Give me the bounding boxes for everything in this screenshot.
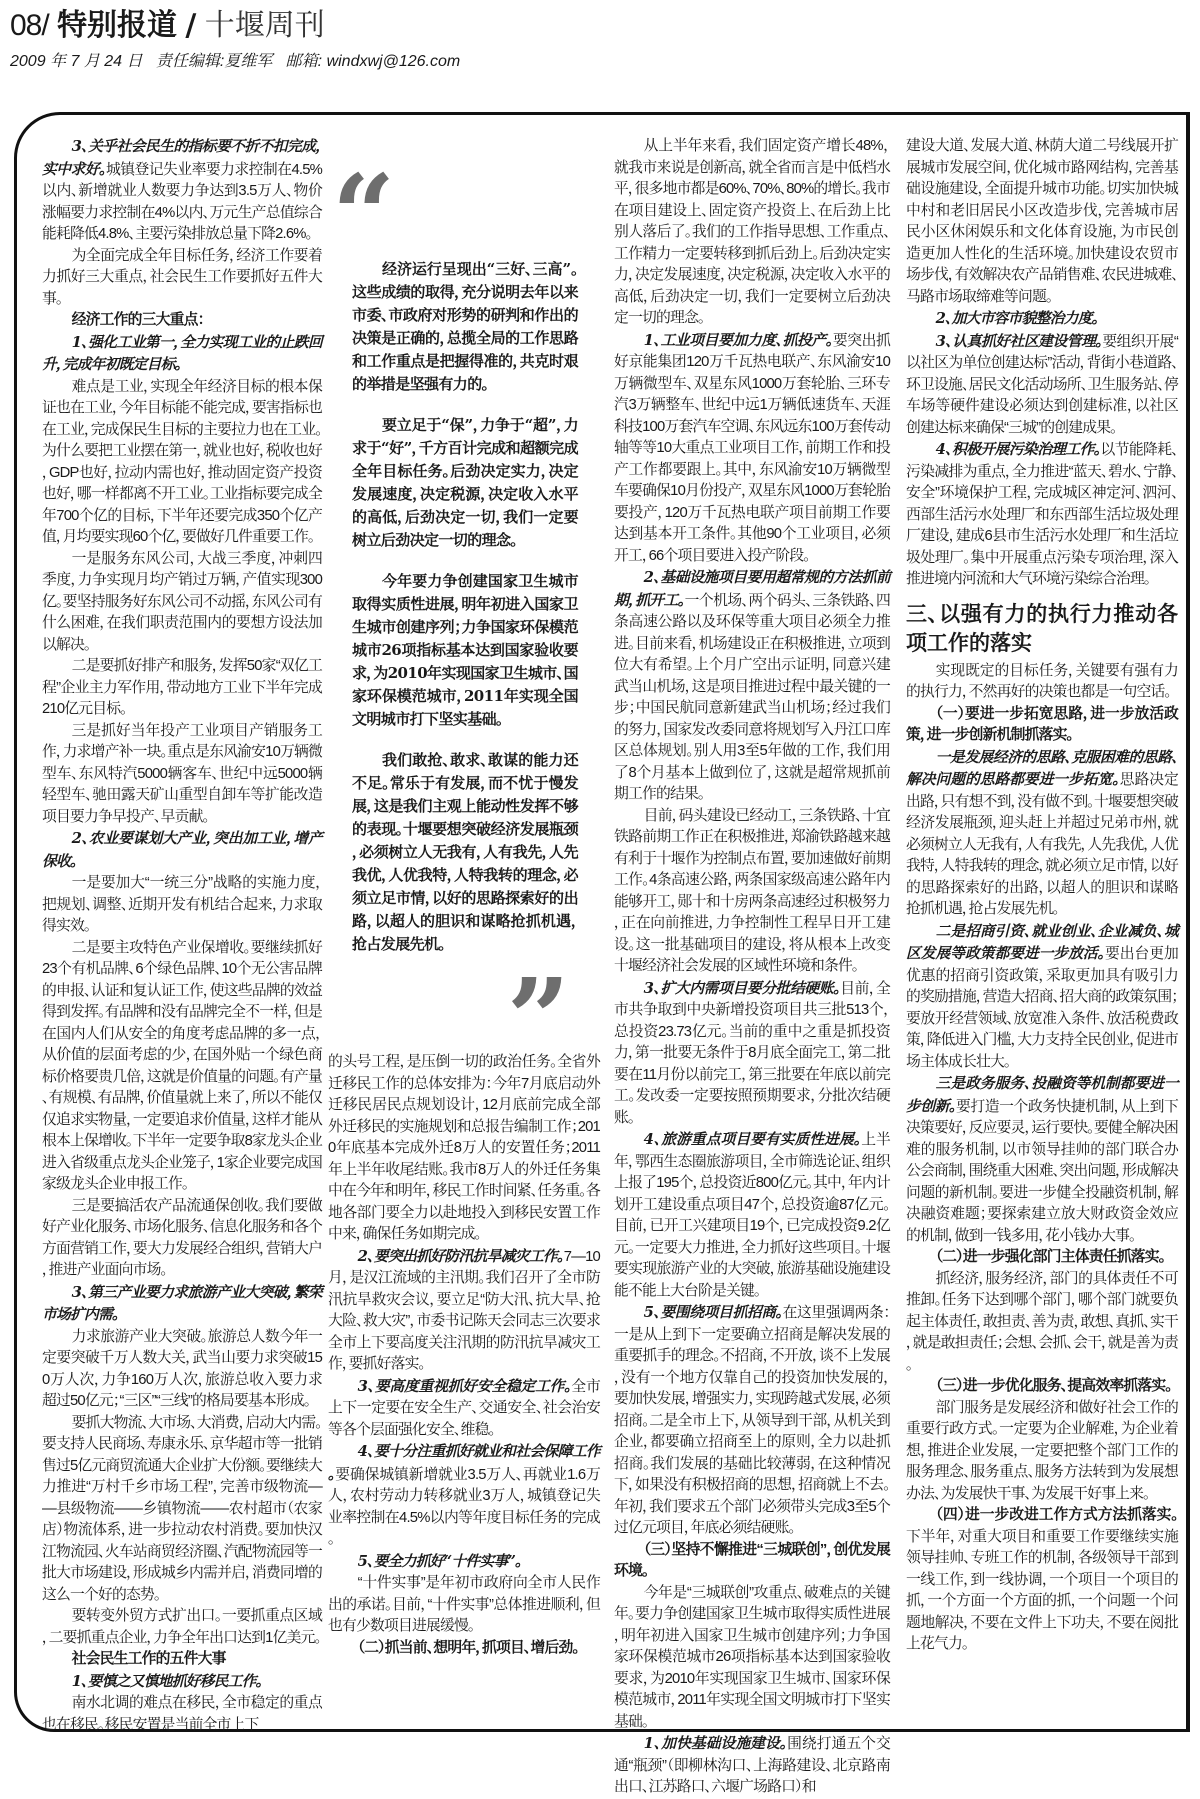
- paper-name: 十堰周刊: [204, 9, 325, 42]
- paragraph: [614, 978, 890, 1130]
- paragraph-continued: [906, 136, 1178, 308]
- editor-email: 邮箱: windxwj@126.com: [285, 53, 461, 70]
- issue-info: [10, 48, 460, 71]
- pull-quote-paragraph: 今年要力争创建国家卫生城市取得实质性进展，明年初进入国家卫生城市创建序列；力争国家环保模范城市26项指标基本达到国家验收要求，为2010年实现国家卫生城市、国家环保模范城市，2011年实现全国文明城市打下坚实基础。: [352, 572, 578, 728]
- paragraph: [614, 1302, 890, 1540]
- pull-quote-text: [352, 258, 578, 956]
- article-column-1: [42, 136, 322, 1736]
- subhead-lead: 4、旅游重点项目要有实质性进展。: [643, 1131, 862, 1148]
- paragraph: [42, 332, 322, 377]
- page-number: 08/: [10, 9, 49, 42]
- article-column-2-body: [328, 1052, 600, 1659]
- paragraph: [906, 1398, 1178, 1506]
- section-title: 特别报道: [57, 8, 178, 43]
- paragraph-text: 为全面完成全年目标任务，经济工作要着力抓好三大重点，社会民生工作要抓好五件大事。: [42, 247, 322, 307]
- paragraph: [42, 1671, 322, 1694]
- pull-quote: [328, 150, 600, 1083]
- header-separator: /: [185, 8, 197, 43]
- paragraph: [614, 1129, 890, 1302]
- subhead-lead: 2、基础设施项目要用超常规的方法抓前期，抓开工。: [614, 569, 890, 609]
- paragraph-text: 一个机场、两个码头、三条铁路、四条高速公路以及环保等重大项目必须全力推进。目前来看，机场建设正在积极推进，立项到位大有希望。上个月广空出示证明，同意兴建武当山机场，这是项目推进过程中最关键的一步；中国民航同意新建武当山机场；经过我们的努力，国家发改委同意将规划写入丹江口库区总体规划。别人用3至5年做的工作，我们用了8个月基本上做到位了，这就是超常规抓前期工作的结果。: [614, 592, 890, 802]
- paragraph-text: 的头号工程，是压倒一切的政治任务。全省外迁移民工作的总体安排为：今年7月底启动外迁移民居民点规划设计，12月底前完成全部外迁移民的实施规划和总报告编制工作；2010年底基本完成外迁8万人的安置任务；2011年上半年收尾结账。我市8万人的外迁任务集中在今年和明年，移民工作时间紧、任务重。各地各部门要全力以赴地投入到移民安置工作中来，确保任务如期完成。: [328, 1054, 600, 1242]
- subhead-lead: 3、第三产业要力求旅游产业大突破，繁荣市场扩内需。: [42, 1283, 322, 1323]
- chapter-heading: 三、以强有力的执行力推动各项工作的落实: [906, 600, 1178, 655]
- paragraph-text: 要抓大物流、大市场、大消费，启动大内需。要支持人民商场、寿康永乐、京华超市等一批销售过5亿元商贸流通大企业扩大份额。要继续大力推进“万村千乡市场工程”，完善市级物流——县级物流——乡镇物流——农村超市（农家店）物流体系，进一步拉动农村消费。要加快汉江物流园、火车站商贸经济圈、汽配物流园等一批大市场建设，形成城乡内需并启，消费同增的这么一个好的态势。: [42, 1414, 322, 1603]
- paragraph: [906, 921, 1178, 1074]
- paragraph: [906, 439, 1178, 591]
- paragraph-text: 实现既定的目标任务，关键要有强有力的执行力，不然再好的决策也都是一句空话。: [906, 662, 1178, 700]
- paragraph: [42, 1327, 322, 1413]
- issue-date: 2009 年 7 月 24 日: [10, 53, 143, 70]
- subhead-lead: 一是发展经济的思路、克服困难的思路、解决问题的思路都要进一步拓宽。: [906, 748, 1178, 788]
- section-heading: 社会民生工作的五件大事: [71, 1651, 226, 1667]
- paragraph: [906, 1505, 1178, 1656]
- paragraph: [614, 1583, 890, 1734]
- paragraph-text: 下半年，对重大项目和重要工作要继续实施领导挂帅、专班工作的机制，各级领导干部到一线工作，到一线协调，一个项目一个项目的抓，一个方面一个方面的抓，一个问题一个问题地解决，不要在文件上下功夫，不要在阅批上花气力。: [906, 1528, 1178, 1652]
- paragraph: [328, 1551, 600, 1574]
- paragraph: [906, 1269, 1178, 1377]
- article-column-2: [328, 150, 600, 1659]
- paragraph-text: 南水北调的难点在移民，全市稳定的重点也在移民。移民安置是当前全市上下: [42, 1695, 322, 1733]
- open-quote-icon: “: [332, 150, 396, 279]
- paragraph-text: 要组织开展“以社区为单位创建达标”活动，背街小巷道路、环卫设施、居民文化活动场所、卫生服务站、停车场等硬件建设必须达到创建标准，以社区创建达标来确保“三城”的创建成果。: [906, 333, 1178, 436]
- section-heading: （一）要进一步拓宽思路，进一步放活政策，进一步创新机制抓落实。: [906, 705, 1178, 743]
- article-column-4: [906, 136, 1178, 1656]
- paragraph-text: 要确保城镇新增就业3.5万人、再就业1.6万人，农村劳动力转移就业3万人，城镇登记失业率控制在4.5%以内等年度目标任务的完成。: [328, 1466, 600, 1547]
- section-heading: 经济工作的三大重点：: [71, 312, 205, 328]
- subhead-lead: 3、扩大内需项目要分批结硬账。: [643, 979, 841, 997]
- paragraph-text: 建设大道、发展大道、林荫大道二号线展开扩展城市发展空间，优化城市路网结构，完善基础设施建设，全面提升城市功能。切实加快城中村和老旧居民小区改造步伐，完善城市居民小区休闲娱乐和文化体育设施，为市民创造更加人性化的生活环境。加快建设农贸市场步伐，有效解决农产品销售难、农民进城难、马路市场取缔难等问题。: [906, 138, 1178, 305]
- paragraph: [906, 661, 1178, 704]
- paragraph: [42, 656, 322, 721]
- page-header: [10, 8, 460, 44]
- paragraph: [614, 567, 890, 806]
- pull-quote-paragraph: 我们敢抢、敢求、敢谋的能力还不足。常乐于有发展，而不忧于慢发展，这是我们主观上能动性发挥不够的表现。十堰要想突破经济发展瓶颈，必须树立人无我有，人有我先，人先我优，人优我特，人特我转的理念，必须立足市情，以好的思路探索好的出路，以超人的胆识和谋略抢抓机遇，抢占发展先机。: [352, 751, 578, 953]
- paragraph-text: 在这里强调两条：一是从上到下一定要确立招商是解决发展的重要抓手的理念。不招商，不开放，谈不上发展，没有一个地方仅靠自己的投资加快发展的，要加快发展，增强实力，实现跨越式发展，必须招商。二是全市上下，从领导到干部，从机关到企业，都要确立招商至上的原则，全力以赴抓招商。我们发展的基础比较薄弱，在这种情况下，如果没有积极招商的思想，招商就上不去。年初，我们要求五个部门必须带头完成3至5个过亿元项目，年底必须结硬账。: [614, 1305, 890, 1536]
- paragraph-text: 一是要加大“一统三分”战略的实施力度，把规划、调整、近期开发有机结合起来，力求取得实效。: [42, 875, 322, 934]
- paragraph-text: 二是要主攻特色产业保增收。要继续抓好23个有机品牌、6个绿色品牌、10个无公害品牌的申报、认证和复认证工作，使这些品牌的效益得到发挥。有品牌和没有品牌完全不一样，但是在国内人们从安全的角度考虑品牌的多一点，从价值的层面考虑的少，在国外贴一个绿色商标价格要贵几倍，这就是价值量的问题。有产量、有规模、有品牌，价值量就上来了，所以不能仅仅追求实物量，一定要追求价值量，这样才能从根本上保增收。下半年一定要争取8家龙头企业进入省级重点龙头企业笼子，1家企业要完成国家级龙头企业申报工作。: [42, 939, 322, 1192]
- paragraph: [614, 330, 890, 568]
- subhead-lead: 3、认真抓好社区建设管理。: [935, 332, 1103, 350]
- subhead-lead: 4、积极开展污染治理工作。: [935, 441, 1101, 458]
- paragraph-text: 上半年，鄂西生态圈旅游项目，全市筛选论证、组织上报了195个，总投资近800亿元。其中，年内计划开工建设重点项目47个，总投资逾87亿元。目前，已开工兴建项目19个，已完成投资9.2亿元。一定要大力推进，全力抓好这些项目。十堰要实现旅游产业的大突破，旅游基础设施建设能不能上大台阶是关键。: [614, 1132, 890, 1299]
- paragraph-text: 全市上下一定要在安全生产、交通安全、社会治安等各个层面强化安全、维稳。: [328, 1378, 600, 1438]
- paragraph: [328, 1441, 600, 1551]
- paragraph-text: 要打造一个政务快捷机制，从上到下决策要好，反应要灵，运行要快。要健全解决困难的服务机制，以市领导挂帅的部门联合办公会商制，围绕重大困难、突出问题，形成解决问题的新机制。要进一步健全投融资机制，解决融资难题；要探索建立放大财政资金效应的机制，做到一钱多用，花小钱办大事。: [906, 1098, 1178, 1244]
- subhead-lead: （四）进一步改进工作方式方法抓落实。: [935, 1507, 1178, 1523]
- editor: 责任编辑:夏维军: [155, 53, 273, 70]
- paragraph-text: 三是要搞活农产品流通保创收。我们要做好产业化服务、市场化服务、信息化服务和各个方面营销工作，要大力发展经合组织，营销大户，推进产业面向市场。: [42, 1197, 322, 1278]
- paragraph: [42, 721, 322, 829]
- section-heading: （二）进一步强化部门主体责任抓落实。: [935, 1249, 1166, 1265]
- subhead-lead: 1、要慎之又慎地抓好移民工作。: [71, 1672, 263, 1690]
- paragraph: [42, 1282, 322, 1327]
- subhead-lead: 5、要全力抓好“十件实事”。: [357, 1552, 522, 1570]
- masthead: [10, 8, 460, 71]
- paragraph: [42, 1196, 322, 1282]
- paragraph: [42, 938, 322, 1196]
- paragraph: [42, 873, 322, 938]
- paragraph: [42, 1606, 322, 1649]
- paragraph-text: 以节能降耗、污染减排为重点，全力推进“蓝天、碧水、宁静、安全”环境保护工程，完成城区神定河、泗河、西部生活污水处理厂和东西部生活垃圾处理厂建设，建成6县市生活污水处理厂和生活垃圾处理厂。集中开展重点污染专项治理，深入推进境内河流和大气环境污染综合治理。: [906, 442, 1178, 587]
- close-quote-icon: ”: [506, 954, 570, 1083]
- subhead-lead: 2、要突出抓好防汛抗旱减灾工作。: [357, 1247, 564, 1265]
- paragraph-text: 围绕打通五个交通“瓶颈”（即柳林沟口、上海路建设、北京路南出口、江苏路口、六堰广场路口）和: [614, 1736, 890, 1795]
- paragraph: [614, 1733, 890, 1799]
- paragraph: [614, 136, 890, 330]
- paragraph-text: 要突出抓好京能集团120万千瓦热电联产、东风渝安10万辆微型车、双星东风1000万套轮胎、三环专汽3万辆整车、世纪中远1万辆低速货车、天涯科技100万套汽车空调、东风远东100万套传动轴等等10大重点工业项目工作，前期工作和投产工作都要跟上。其中，东风渝安10万辆微型车要确保10月份投产，双星东风1000万套轮胎要投产，120万千瓦热电联产项目前期工作要达到基本开工条件。其他90个工业项目，必须开工，66个项目要进入投产阶段。: [614, 332, 890, 564]
- subhead-lead: 4、要十分注重抓好就业和社会保障工作。: [328, 1443, 600, 1483]
- paragraph: [42, 377, 322, 549]
- subhead-lead: 二是招商引资、就业创业、企业减负、城区发展等政策都要进一步放活。: [906, 922, 1178, 962]
- subhead-lead: 3、关乎社会民生的指标要不折不扣完成，实中求好。: [42, 138, 322, 178]
- subhead-lead: 1、强化工业第一，全力实现工业的止跌回升，完成年初既定目标。: [42, 333, 322, 373]
- article-column-3: [614, 136, 890, 1799]
- subhead-lead: 三是政务服务、投融资等机制都要进一步创新。: [906, 1075, 1178, 1115]
- subhead-lead: 1、工业项目要加力度、抓投产。: [643, 331, 833, 349]
- paragraph: [906, 308, 1178, 331]
- paragraph-text: 要出台更加优惠的招商引资政策，采取更加具有吸引力的奖励措施，营造大招商、招大商的政策氛围；要放开经营领域、放宽准入条件、放活税费政策，降低进入门槛，大力支持全民创业，促进市场主体成长壮大。: [906, 946, 1178, 1070]
- paragraph-text: 今年是“三城联创”攻重点、破难点的关键年。要力争创建国家卫生城市取得实质性进展，明年初进入国家卫生城市创建序列；力争国家环保模范城市26项指标基本达到国家验收要求，为2010年实现国家卫生城市、国家环保模范城市，2011年实现全国文明城市打下坚实基础。: [614, 1584, 890, 1730]
- paragraph-text: 三是抓好当年投产工业项目产销服务工作，力求增产补一块。重点是东风渝安10万辆微型车、东风特汽5000辆客车、世纪中远5000辆轻型车、驰田露天矿山重型自卸车等扩能改造项目要力争早投产、早贡献。: [42, 722, 322, 825]
- paragraph: [42, 828, 322, 873]
- paragraph: [42, 1413, 322, 1607]
- paragraph: [906, 331, 1178, 440]
- paragraph-text: “十件实事”是年初市政府向全市人民作出的承诺。目前，“十件实事”总体推进顺利，但也有少数项目进展缓慢。: [328, 1575, 600, 1634]
- paragraph-text: 力求旅游产业大突破。旅游总人数今年一定要突破千万人数大关，武当山要力求突破150万人次，力争160万人次，旅游总收入要力求超过50亿元；“三区”“三线”的格局要基本形成。: [42, 1328, 322, 1409]
- paragraph-text: 抓经济，服务经济，部门的具体责任不可推卸。任务下达到哪个部门，哪个部门就要负起主体责任，敢担责、善为责，敢想、真抓、实干，就是敢担责任；会想、会抓、会干，就是善为责。: [906, 1270, 1178, 1373]
- paragraph-text: 从上半年来看，我们固定资产增长48%，就我市来说是创新高，就全省而言是中低档水平，很多地市都是60%、70%、80%的增长。我市在项目建设上、固定资产投资上、在后劲上比别人落后了。我们的工作指导思想、工作重点、工作精力一定要转移到抓后劲上。后劲决定实力，决定发展速度，决定税源，决定收入水平的高低，后劲决定一切，我们一定要树立后劲决定一切的理念。: [614, 138, 890, 326]
- paragraph: [328, 1573, 600, 1638]
- subhead-lead: 1、加快基础设施建设。: [643, 1735, 788, 1752]
- pull-quote-paragraph: 要立足于“保”，力争于“超”，力求于“好”，千方百计完成和超额完成全年目标任务。后劲决定实力，决定发展速度，决定税源，决定收入水平的高低，后劲决定一切，我们一定要树立后劲决定一切的理念。: [352, 416, 578, 549]
- paragraph: [328, 1246, 600, 1376]
- paragraph: [42, 136, 322, 246]
- paragraph-text: 二是要抓好排产和服务，发挥50家“双亿工程”企业主力军作用，带动地方工业下半年完成210亿元目标。: [42, 658, 322, 717]
- paragraph-text: 目前，码头建设已经动工，三条铁路、十宜铁路前期工作正在积极推进，郑渝铁路越来越有利于十堰作为控制点布置，要加速做好前期工作。4条高速公路，两条国家级高速公路年内能够开工，郧十和十房两条高速经过积极努力，正在向前推进，力争控制性工程早日开工建设。这一批基础项目的建设，将从根本上改变十堰经济社会发展的区域性环境和条件。: [614, 807, 890, 974]
- paragraph-text: 一是服务东风公司，大战三季度，冲刺四季度，力争实现月均产销过万辆，产值实现300亿。要坚持服务好东风公司不动摇，东风公司有什么困难，在我们职责范围内的要想方设法加以解决。: [42, 550, 322, 653]
- paragraph: [614, 806, 890, 978]
- paragraph: [42, 1693, 322, 1736]
- pull-quote-paragraph: 经济运行呈现出“三好、三高”。这些成绩的取得，充分说明去年以来市委、市政府对形势的研判和作出的决策是正确的，总揽全局的工作思路和工作重点是把握得准的，共克时艰的举措是坚强有力的。: [352, 260, 578, 393]
- subhead-lead: 2、加大市容市貌整治力度。: [935, 310, 1099, 327]
- paragraph: [42, 549, 322, 657]
- paragraph: [42, 246, 322, 311]
- section-heading: （二）抓当前、想明年，抓项目、增后劲。: [357, 1639, 580, 1656]
- section-heading: （三）进一步优化服务、提高效率抓落实。: [935, 1378, 1172, 1394]
- paragraph-text: 思路决定出路，只有想不到，没有做不到。十堰要想突破经济发展瓶颈，迎头赶上并超过兄弟市州，就必须树立人无我有，人有我先，人先我优，人优我特，人特我转的理念，就必须立足市情，以好的思路探索好的出路，以超人的胆识和谋略抢抓机遇，抢占发展先机。: [906, 772, 1178, 917]
- paragraph: [906, 747, 1178, 921]
- section-heading: （三）坚持不懈推进“三城联创”，创优发展环境。: [614, 1541, 890, 1579]
- subhead-lead: 5、要围绕项目抓招商。: [643, 1304, 783, 1321]
- subhead-lead: 3、要高度重视抓好安全稳定工作。: [357, 1377, 572, 1395]
- paragraph: [906, 1073, 1178, 1247]
- paragraph-text: 7—10月，是汉江流域的主汛期。我们召开了全市防汛抗旱救灾会议，要立足“防大汛、抗大旱、抢大险、救大灾”，市委书记陈天会同志三次要求全市上下要高度关注汛期的防汛抗旱减灾工作，要抓好落实。: [328, 1248, 600, 1372]
- paragraph-text: 城镇登记失业率要力求控制在4.5%以内、新增就业人数要力争达到3.5万人、物价涨幅要力求控制在4%以内、万元生产总值综合能耗降低4.8%、主要污染排放总量下降2.6%。: [42, 161, 322, 242]
- paragraph-text: 难点是工业，实现全年经济目标的根本保证也在工业，今年目标能不能完成，要害指标也在工业，完成保民生目标的主要拉力也在工业。为什么要把工业摆在第一，就业也好，税收也好，GDP也好，拉动内需也好，推动固定资产投资也好，哪一样都离不开工业。工业指标要完成全年700个亿的目标，下半年还要完成350个亿产值，月均要实现60个亿，要做好几件重要工作。: [42, 378, 322, 545]
- paragraph-text: 目前，全市共争取到中央新增投资项目共三批513个，总投资23.73亿元。当前的重中之重是抓投资力，第一批要无条件于8月底全面完工，第二批要在11月份以前完工，第三批要在年底以前完工。发改委一定要按照预期要求，分批次结硬账。: [614, 980, 890, 1126]
- paragraph-text: 部门服务是发展经济和做好社会工作的重要行政方式。一定要为企业解难，为企业着想，推进企业发展，一定要把整个部门工作的服务理念、服务重点、服务方法转到为发展想办法、为发展快干事、为发展干好事上来。: [906, 1399, 1178, 1502]
- paragraph: [328, 1376, 600, 1442]
- paragraph-text: 要转变外贸方式扩出口。一要抓重点区域，二要抓重点企业，力争全年出口达到1亿美元。: [42, 1608, 322, 1646]
- subhead-lead: 2、农业要谋划大产业，突出加工业，增产保收。: [42, 830, 322, 870]
